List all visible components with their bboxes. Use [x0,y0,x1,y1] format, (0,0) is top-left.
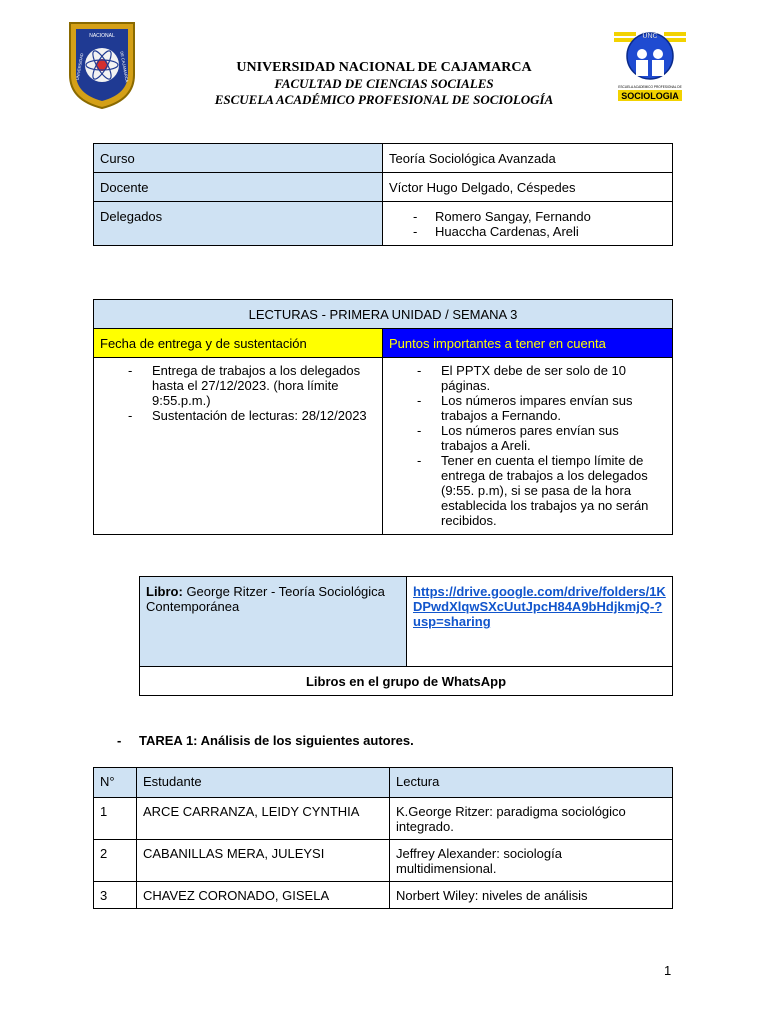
right-logo-text-top: UNC [642,33,658,40]
left-logo-text-top: NACIONAL [89,33,115,39]
students-table [93,767,673,909]
important-points-header: Puntos importantes a tener en cuenta [383,329,673,358]
right-logo-text-bottom: SOCIOLOGIA [621,91,679,101]
course-info-table [93,143,673,246]
right-logo-text-small: ESCUELA ACADEMICO PROFESIONAL DE [618,85,682,89]
school-name: ESCUELA ACADÉMICO PROFESIONAL DE SOCIOLOGÍA [214,92,554,107]
student-name: CHAVEZ CORONADO, GISELA [137,882,390,909]
teacher-value: Víctor Hugo Delgado, Céspedes [383,173,673,202]
sociology-school-logo [612,26,688,102]
row-number: 2 [94,840,137,882]
important-points-cell [383,358,673,535]
table-header-row [94,768,673,798]
delegates-cell [383,202,673,246]
book-label: Libro: [146,584,183,599]
list-item: - Sustentación de lecturas: 28/12/2023 [100,408,376,423]
table-row [94,144,673,173]
column-header-reading: Lectura [390,768,673,798]
reading-assignment: K.George Ritzer: paradigma sociológico integrado. [390,798,673,840]
table-row [94,882,673,909]
table-row [94,173,673,202]
task-dash: - [117,733,122,748]
left-logo-text-right: DE CAJAMARCA [119,50,130,83]
table-row [140,577,673,667]
table-row [94,840,673,882]
list-item: - Romero Sangay, Fernando [389,209,666,224]
table-row [94,329,673,358]
book-cell [140,577,407,667]
list-item: - Tener en cuenta el tiempo límite de entrega de trabajos a los delegados (9:55. p.m), si se pasa de la hora establecida los trabajos ya no serán recibidos. [389,453,666,528]
list-item: - Los números impares envían sus trabajos a Fernando. [389,393,666,423]
book-table [139,576,673,696]
student-name: CABANILLAS MERA, JULEYSI [137,840,390,882]
delegates-list [389,209,666,239]
reading-assignment: Norbert Wiley: niveles de análisis [390,882,673,909]
university-name: UNIVERSIDAD NACIONAL DE CAJAMARCA [236,60,532,75]
table-row [140,667,673,696]
teacher-label: Docente [94,173,383,202]
drive-link[interactable]: https://drive.google.com/drive/folders/1KDPwdXlqwSXcUutJpcH84A9bHdjkmjQ-?usp=sharing [407,577,673,667]
table-row [94,358,673,535]
book-value: George Ritzer - Teoría Sociológica Contemporánea [146,584,385,614]
table-row [94,202,673,246]
row-number: 1 [94,798,137,840]
list-item: - Huaccha Cardenas, Areli [389,224,666,239]
table-row [94,300,673,329]
list-item: - Los números pares envían sus trabajos a Areli. [389,423,666,453]
delivery-date-cell [94,358,383,535]
delegates-label: Delegados [94,202,383,246]
table-row [94,798,673,840]
points-list [389,363,666,528]
faculty-name: FACULTAD DE CIENCIAS SOCIALES [274,76,494,91]
document-header [150,60,618,108]
university-seal-logo [67,20,137,110]
list-item: - Entrega de trabajos a los delegados hasta el 27/12/2023. (hora límite 9:55.p.m.) [100,363,376,408]
course-label: Curso [94,144,383,173]
readings-table [93,299,673,535]
left-logo-text-left: UNIVERSIDAD [74,52,85,81]
column-header-number: N° [94,768,137,798]
delivery-list [100,363,376,423]
row-number: 3 [94,882,137,909]
page-number: 1 [664,963,672,978]
task-heading [117,733,414,748]
list-item: - El PPTX debe de ser solo de 10 páginas. [389,363,666,393]
student-name: ARCE CARRANZA, LEIDY CYNTHIA [137,798,390,840]
reading-assignment: Jeffrey Alexander: sociología multidimensional. [390,840,673,882]
whatsapp-note: Libros en el grupo de WhatsApp [140,667,673,696]
column-header-student: Estudante [137,768,390,798]
readings-title: LECTURAS - PRIMERA UNIDAD / SEMANA 3 [94,300,673,329]
delivery-date-header: Fecha de entrega y de sustentación [94,329,383,358]
task-title: TAREA 1: Análisis de los siguientes autores. [139,733,414,748]
course-value: Teoría Sociológica Avanzada [383,144,673,173]
